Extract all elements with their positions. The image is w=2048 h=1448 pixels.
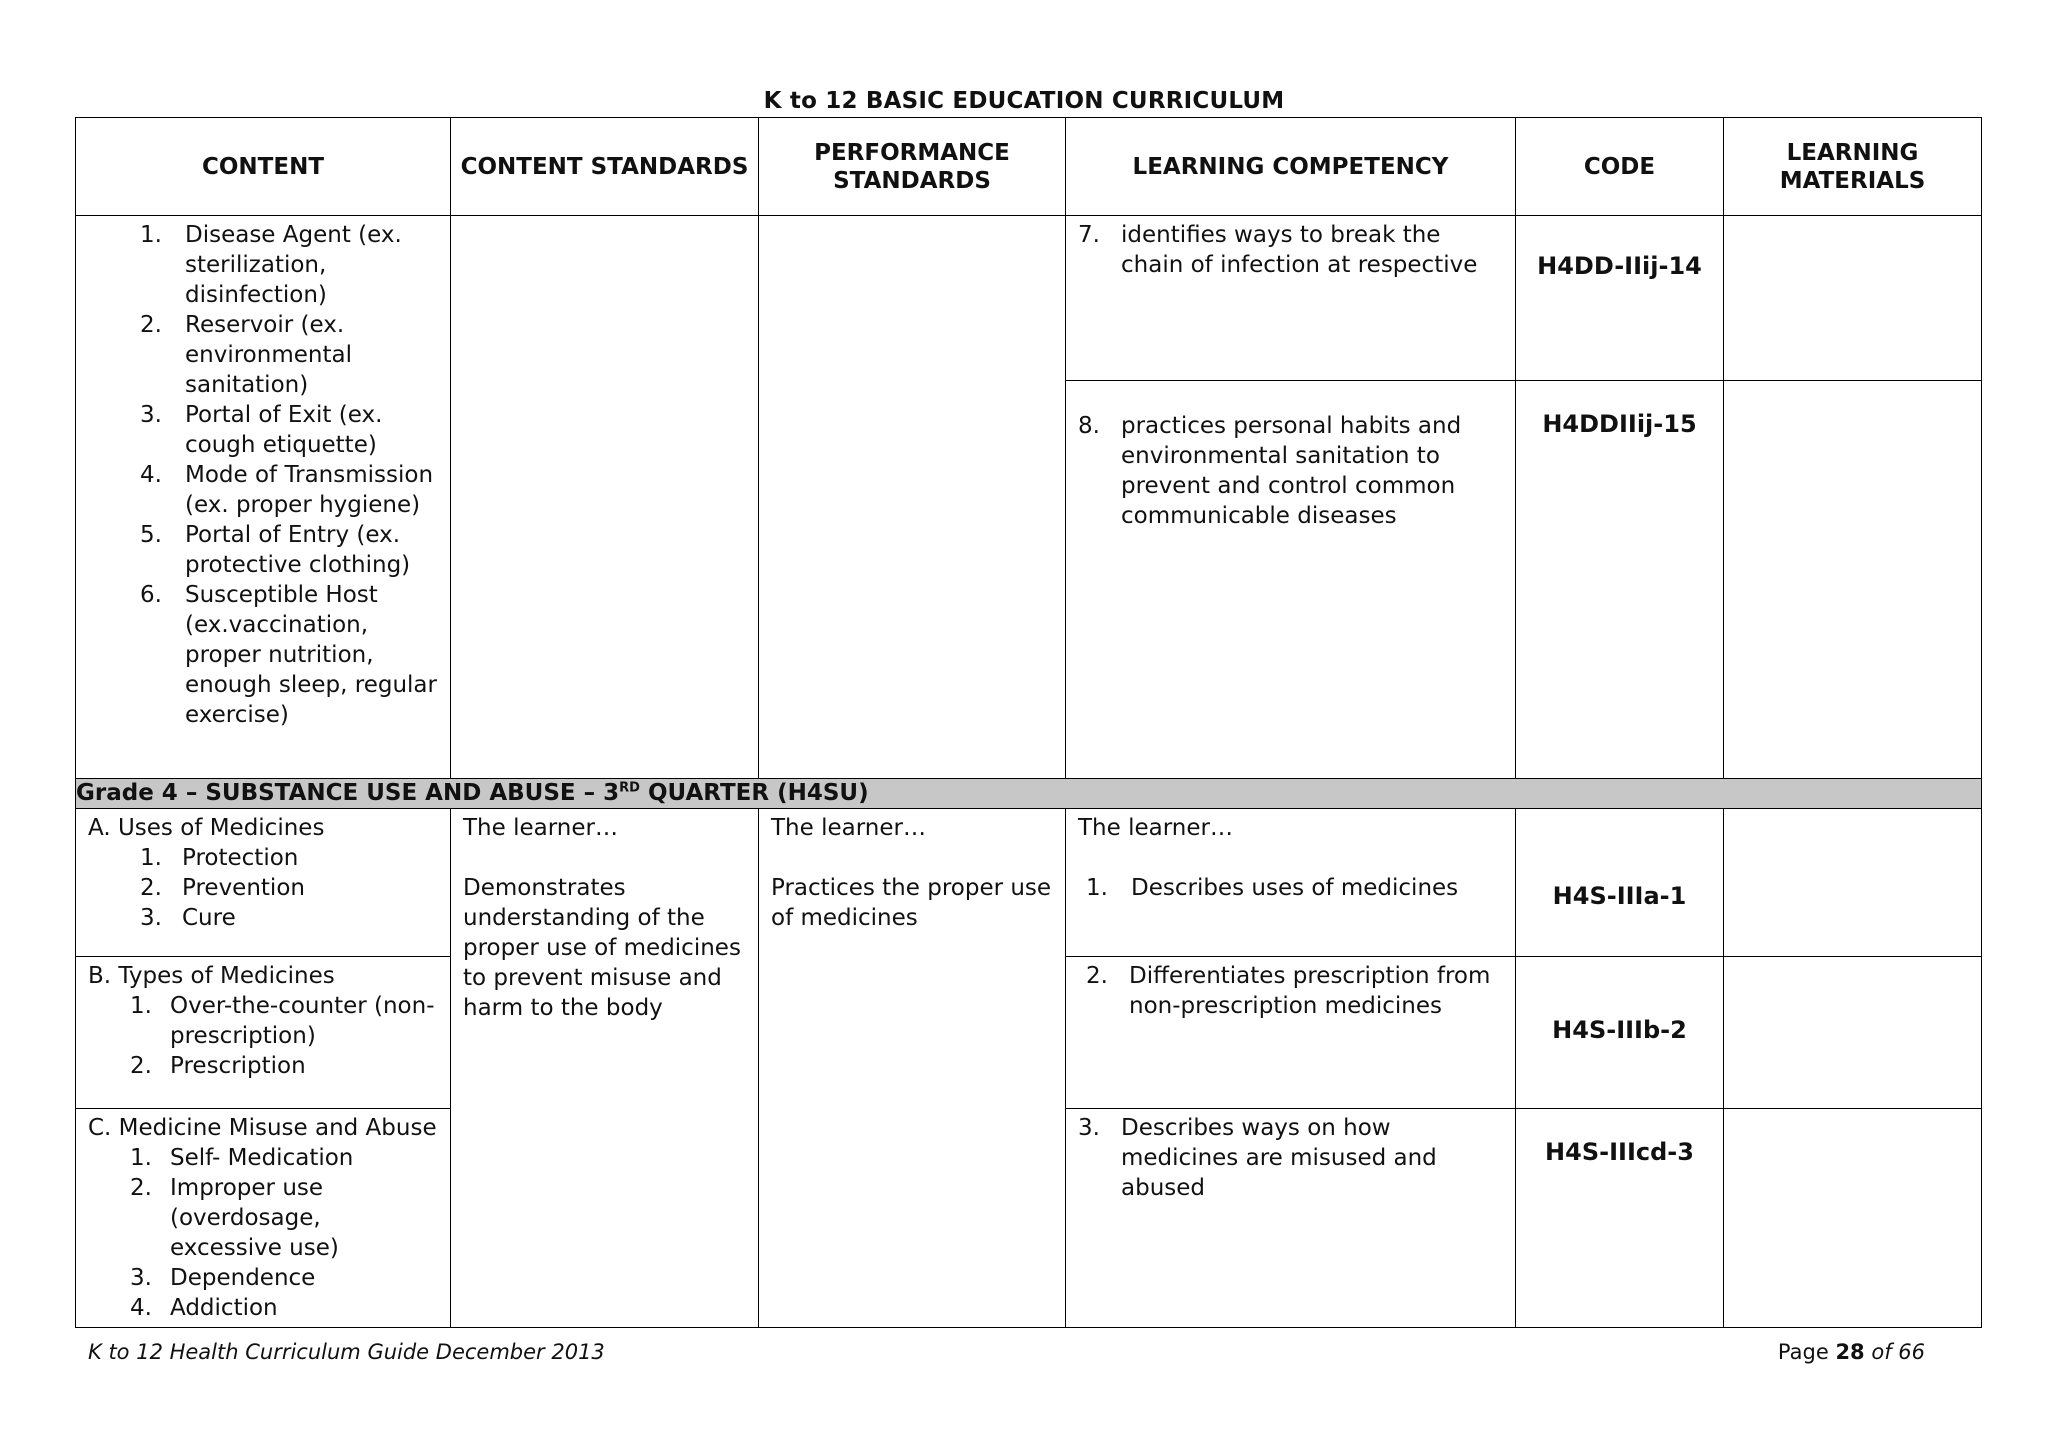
list-item: 1. Describes uses of medicines: [1086, 875, 1459, 901]
header-content-standards: CONTENT STANDARDS: [451, 118, 759, 216]
chain-performance-standards-cell: [759, 216, 1066, 779]
table-row: [76, 809, 1982, 957]
code-1: H4S-IIIa-1: [1552, 882, 1687, 910]
materials-7-cell: [1724, 216, 1982, 381]
header-content: CONTENT: [76, 118, 451, 216]
materials-3-cell: [1724, 1109, 1982, 1328]
competency-2-cell: [1066, 957, 1516, 1109]
header-learning-materials: LEARNING MATERIALS: [1724, 118, 1982, 216]
list-item: 1. Over-the-counter (non-prescription): [130, 993, 435, 1049]
competency-3-cell: [1066, 1109, 1516, 1328]
chain-content-standards-cell: [451, 216, 759, 779]
section-c-title: C. Medicine Misuse and Abuse: [88, 1115, 437, 1141]
section-header-row: [76, 779, 1982, 809]
list-item: 2. Prescription: [130, 1053, 306, 1079]
list-item: 6. Susceptible Host (ex.vaccination, proper nutrition, enough sleep, regular exercise): [140, 582, 437, 728]
header-code: CODE: [1516, 118, 1724, 216]
chain-content-list: [140, 220, 438, 730]
substance-content-standards-cell: [451, 809, 759, 1328]
header-performance-standards: PERFORMANCE STANDARDS: [759, 118, 1066, 216]
curriculum-table: [75, 117, 1982, 1328]
page-number: Page 28 of 66: [1777, 1340, 1925, 1364]
competency-intro: The learner…: [1078, 815, 1233, 841]
list-item: 2. Prevention: [140, 875, 305, 901]
code-2-cell: [1516, 957, 1724, 1109]
list-item: 2. Improper use (overdosage, excessive use): [130, 1175, 339, 1261]
performance-standards-text: Practices the proper use of medicines: [771, 875, 1052, 931]
materials-8-cell: [1724, 381, 1982, 779]
medicine-misuse-cell: [76, 1109, 451, 1328]
competency-7-cell: [1066, 216, 1516, 381]
chain-content-cell: [76, 216, 451, 779]
performance-standards-intro: The learner…: [771, 815, 926, 841]
list-item: 3. Dependence: [130, 1265, 316, 1291]
footer-guide-title: K to 12 Health Curriculum Guide December 2013: [88, 1340, 605, 1364]
competency-8-cell: [1066, 381, 1516, 779]
list-item: 2. Differentiates prescription from non-prescription medicines: [1086, 963, 1491, 1019]
code-2: H4S-IIIb-2: [1552, 1016, 1687, 1044]
header-row: [76, 118, 1982, 216]
list-item: 3. Cure: [140, 905, 236, 931]
list-item: 8. practices personal habits and environmental sanitation to prevent and control common communicable diseases: [1078, 413, 1462, 529]
table-row: [76, 216, 1982, 381]
section-header: Grade 4 – SUBSTANCE USE AND ABUSE – 3RD QUARTER (H4SU): [76, 779, 1982, 809]
code-1-cell: [1516, 809, 1724, 957]
content-standards-intro: The learner…: [463, 815, 618, 841]
uses-of-medicines-cell: [76, 809, 451, 957]
list-item: 1. Self- Medication: [130, 1145, 354, 1171]
code-8: H4DDIIij-15: [1542, 410, 1697, 438]
header-learning-competency: LEARNING COMPETENCY: [1066, 118, 1516, 216]
materials-1-cell: [1724, 809, 1982, 957]
competency-1-cell: [1066, 809, 1516, 957]
types-of-medicines-cell: [76, 957, 451, 1109]
list-item: 1. Protection: [140, 845, 299, 871]
code-8-cell: [1516, 381, 1724, 779]
list-item: 3. Portal of Exit (ex. cough etiquette): [140, 402, 383, 458]
content-standards-text: Demonstrates understanding of the proper use of medicines to prevent misuse and harm to the body: [463, 875, 741, 1021]
list-item: 7. identifies ways to break the chain of infection at respective: [1078, 222, 1478, 278]
document-title: K to 12 BASIC EDUCATION CURRICULUM: [763, 88, 1285, 114]
code-7: H4DD-IIij-14: [1537, 252, 1702, 280]
section-a-title: A. Uses of Medicines: [88, 815, 325, 841]
list-item: 4. Mode of Transmission (ex. proper hygiene): [140, 462, 434, 518]
code-3: H4S-IIIcd-3: [1545, 1138, 1694, 1166]
materials-2-cell: [1724, 957, 1982, 1109]
code-7-cell: [1516, 216, 1724, 381]
list-item: 5. Portal of Entry (ex. protective clothing): [140, 522, 411, 578]
section-b-title: B. Types of Medicines: [88, 963, 335, 989]
list-item: 1. Disease Agent (ex. sterilization, disinfection): [140, 222, 402, 308]
list-item: 2. Reservoir (ex. environmental sanitation): [140, 312, 352, 398]
list-item: 3. Describes ways on how medicines are misused and abused: [1078, 1115, 1437, 1201]
substance-performance-standards-cell: [759, 809, 1066, 1328]
code-3-cell: [1516, 1109, 1724, 1328]
list-item: 4. Addiction: [130, 1295, 278, 1321]
